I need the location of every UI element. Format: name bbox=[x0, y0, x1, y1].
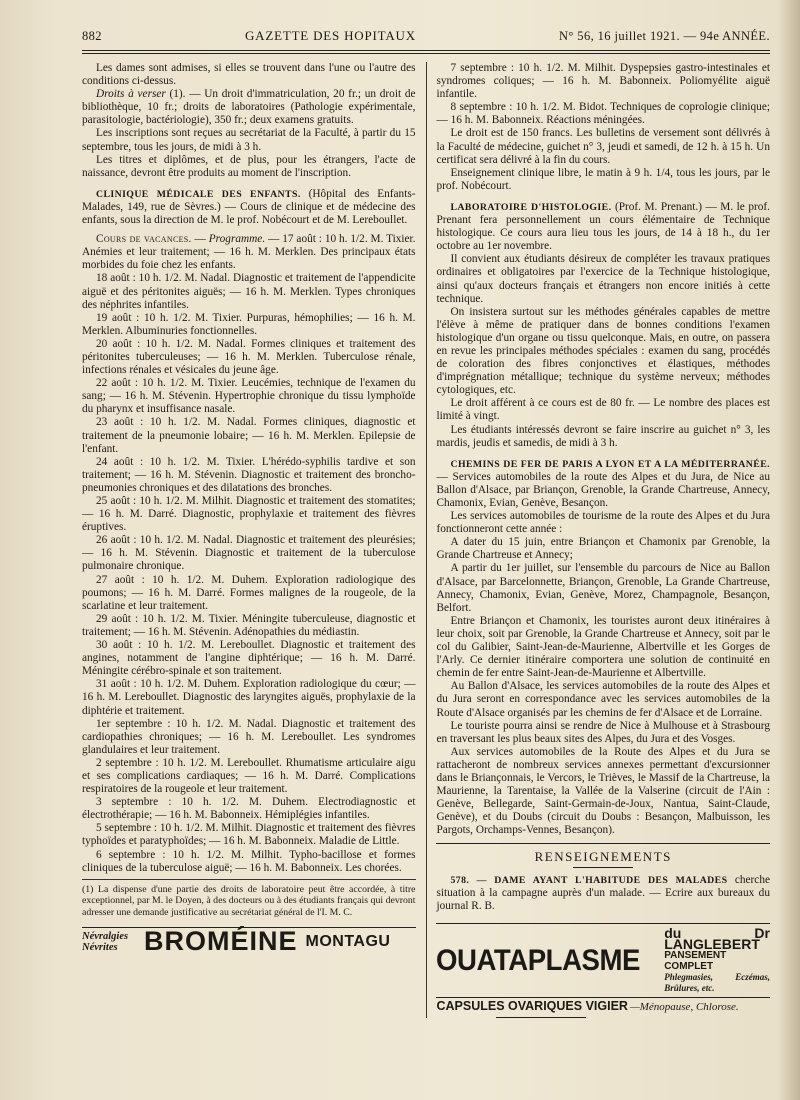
column-divider bbox=[426, 62, 427, 1018]
program-entry: 2 septembre : 10 h. 1/2. M. Lereboullet. Rhumatisme articulaire aigu et ses complications cardiaques; — 16 h. M. Darré. Complications respiratoires de la rougeole et leur traitement. bbox=[82, 756, 416, 796]
journal-title: GAZETTE DES HOPITAUX bbox=[244, 28, 416, 43]
paragraph bbox=[82, 188, 416, 227]
program-entry: 26 août : 10 h. 1/2. M. Nadal. Diagnostic et traitement des pleurésies; — 16 h. M. Stévenin. Diagnostic et traitement de la tuberculose pulmonaire chronique. bbox=[82, 534, 416, 573]
advert-product: CAPSULES OVARIQUES VIGIER bbox=[436, 998, 628, 1013]
subheading: Cours de vacances. bbox=[96, 233, 192, 246]
program-entry: 6 septembre : 10 h. 1/2. M. Milhit. Typho-bacillose et formes cliniques de la tuberculose aiguë; — 16 h. M. Babonneix. Les chorées. bbox=[82, 848, 416, 874]
program-entry: 18 août : 10 h. 1/2. M. Nadal. Diagnostic et traitement de l'appendicite aiguë et des péritonites aiguës; — 16 h. M. Merklen. Types chroniques des néphrites infantiles. bbox=[82, 272, 416, 311]
paragraph: Il convient aux étudiants désireux de compléter les travaux pratiques ordinaires et obligatoires par l'exercice de la Technique histologique, ainsi qu'aux docteurs français et étrangers non encore initiés à cette technique. bbox=[436, 253, 770, 305]
columns bbox=[82, 62, 770, 1018]
advert-product: BROMÉINE bbox=[144, 925, 298, 956]
section-title-underline bbox=[573, 867, 633, 868]
paragraph: Les inscriptions sont reçues au secrétariat de la Faculté, à partir du 15 septembre, tous les jours, de midi à 3 h. bbox=[82, 127, 416, 153]
program-entry: 7 septembre : 10 h. 1/2. M. Milhit. Dyspepsies gastro-intestinales et syndromes coliques; — 16 h. M. Babonneix. Poliomyélite aiguë infantile. bbox=[436, 62, 770, 101]
classified-ad bbox=[436, 874, 770, 913]
advert-maker: du Dr LANGLEBERT bbox=[664, 924, 770, 952]
paragraph: Le droit est de 150 francs. Les bulletins de versement sont délivrés à la Faculté de médecine, guichet n° 3, jeudi et samedi, de 12 h. à 15 h. Un certificat sera délivré à la fin du cours. bbox=[436, 127, 770, 166]
program-entry: 3 septembre : 10 h. 1/2. M. Duhem. Electrodiagnostic et électrothérapie; — 16 h. M. Babonneix. Hémiplégies infantiles. bbox=[82, 796, 416, 822]
paragraph: Les titres et diplômes, et de plus, pour les étrangers, l'acte de naissance, devront être produits au moment de l'inscription. bbox=[82, 153, 416, 179]
page-number: 882 bbox=[82, 29, 102, 43]
advert-brand: MONTAGU bbox=[305, 932, 391, 950]
program-entry: 25 août : 10 h. 1/2. M. Milhit. Diagnostic et traitement des stomatites; — 16 h. M. Darré. Diagnostic, prophylaxie et traitement des fièvres éruptives. bbox=[82, 495, 416, 534]
section-title-text: RENSEIGNEMENTS bbox=[534, 849, 672, 865]
advert-details bbox=[664, 924, 770, 994]
paragraph bbox=[436, 458, 770, 510]
program-entry: 1er septembre : 10 h. 1/2. M. Nadal. Diagnostic et traitement des cardiopathies chroniques; — 16 h. M. Lereboullet. Les syndromes glandulaires et leur traitement. bbox=[82, 717, 416, 756]
left-column bbox=[82, 62, 416, 1018]
footnote: (1) La dispense d'une partie des droits de laboratoire peut être accordée, à titre exceptionnel, par M. le Doyen, à des docteurs ou à des étudiants français qui devront adresser une demande justificative au secrétariat général de l'I. M. C. bbox=[82, 879, 416, 919]
advert-indications bbox=[82, 931, 144, 953]
program-entry: 23 août : 10 h. 1/2. M. Nadal. Formes cliniques, diagnostic et traitement de la pneumonie lobaire; — 16 h. M. Merklen. Epilepsie de l'enfant. bbox=[82, 416, 416, 455]
program-entry: 22 août : 10 h. 1/2. M. Tixier. Leucémies, technique de l'examen du sang; — 16 h. M. Stévenin. Hypertrophie chronique du tissu lymphoïde du pharynx et insuffisance nasale. bbox=[82, 377, 416, 416]
paragraph: Le touriste pourra ainsi se rendre de Nice à Mulhouse et à Strasbourg en traversant les plus beaux sites des Alpes, du Jura et des Vosges. bbox=[436, 719, 770, 745]
program-entry: 31 août : 10 h. 1/2. M. Duhem. Exploration radiologique du cœur; — 16 h. M. Lereboullet. Diagnostic des laryngites aiguës, prophylaxie de la diphtérie et traitement. bbox=[82, 678, 416, 717]
paragraph bbox=[82, 88, 416, 127]
program-entry: 24 août : 10 h. 1/2. M. Tixier. L'hérédo-syphilis tardive et son traitement; — 16 h. M. Stévenin. Diagnostic et traitement des broncho-pneumonies chroniques et des dilatations des bronches. bbox=[82, 455, 416, 494]
paragraph: Cours de vacances. — Programme. — 17 août : 10 h. 1/2. M. Tixier. Anémies et leur traitement; — 16 h. M. Merklen. Des principaux états morbides du foie chez les enfants. bbox=[82, 233, 416, 272]
program-entry: 8 septembre : 10 h. 1/2. M. Bidot. Techniques de coprologie clinique; — 16 h. M. Babonneix. Réactions méningées. bbox=[436, 101, 770, 127]
advert-bromeine bbox=[82, 925, 416, 956]
program-entry: 20 août : 10 h. 1/2. M. Nadal. Formes cliniques et traitement des péritonites tuberculeuses; — 16 h. M. Merklen. Tuberculose rénale, infections rénales et vésicales du jeune âge. bbox=[82, 337, 416, 377]
classified-text: cherche situation à la campagne auprès d'un malade. — Ecrire aux bureaux du journal R. B. bbox=[436, 873, 770, 912]
paragraph: Au Ballon d'Alsace, les services automobiles de la route des Alpes et du Jura seront en correspondance avec les services automobiles de la Route d'Alsace organisés par les chemins de fer d'Alsace et de Lorraine. bbox=[436, 680, 770, 719]
paragraph: Aux services automobiles de la Route des Alpes et du Jura se rattacheront de nombreux services annexes permettant d'excursionner dans le Briançonnais, le Vercors, le Trièves, le Massif de la Chartreuse, la Maurienne, la Tarentaise, la Vallée de la Valserine (circuit de l'Ain : Genève, Bellegarde, Saint-Germain-de-Joux, Nantua, Saint-Claude, Genève), et du Doubs (circuit du Doubs : Besançon, Malbuisson, les Pargots, Orchamps-Vennes, Besançon). bbox=[436, 745, 770, 837]
advert-ouataplasme bbox=[436, 923, 770, 994]
paragraph: Le droit afférent à ce cours est de 80 fr. — Le nombre des places est limité à vingt. bbox=[436, 397, 770, 423]
advert-indication: Névralgies bbox=[82, 930, 129, 942]
right-column bbox=[436, 62, 770, 1018]
program-entry: 30 août : 10 h. 1/2. M. Lereboullet. Diagnostic et traitement des angines, notamment de l'angine diphtérique; — 16 h. M. Darré. Méningite cérébro-spinale et son traitement. bbox=[82, 639, 416, 678]
paragraph-text: (1). — Un droit d'immatriculation, 20 fr.; un droit de bibliothèque, 10 fr.; droits de laboratoires (Pathologie expérimentale, parasitologie, bactériologie), 350 fr.; deux examens gratuits. bbox=[82, 88, 416, 127]
program-entry: 5 septembre : 10 h. 1/2. M. Milhit. Diagnostic et traitement des fièvres typhoïdes et paratyphoïdes; — 16 h. M. Babonneix. Maladie de Little. bbox=[82, 822, 416, 848]
advert-capsules bbox=[436, 997, 770, 1014]
section-heading: CLINIQUE MÉDICALE DES ENFANTS. bbox=[96, 188, 301, 200]
advert-indications: Phlegmasies, Eczémas, Brûlures, etc. bbox=[664, 971, 770, 993]
paragraph: On insistera surtout sur les méthodes générales capables de mettre l'élève à même de pratiquer dans de bonnes conditions l'examen histologique d'un organe ou tissu quelconque. Mais, en outre, on passera en revue les principales méthodes spéciales : examen du sang, procédés de coloration des fibres conjonctives et élastiques, méthodes d'imprégnation métallique; technique du système nerveux; méthodes cytologiques, etc. bbox=[436, 305, 770, 397]
paragraph: Enseignement clinique libre, le matin à 9 h. 1/4, tous les jours, par le prof. Nobécourt. bbox=[436, 166, 770, 192]
advert-indications: —Ménopause, Chlorose. bbox=[629, 1000, 739, 1013]
advert-indication: Névrites bbox=[82, 941, 118, 953]
paragraph-text: (Hôpital des Enfants-Malades, 149, rue de Sèvres.) — Cours de clinique et de médecine des enfants, sous la direction de M. le prof. Nobécourt et de M. Lereboullet. bbox=[82, 187, 416, 227]
program-entry: 27 août : 10 h. 1/2. M. Duhem. Exploration radiologique des poumons; — 16 h. M. Darré. Formes malignes de la rougeole, de la scarlatine et leur traitement. bbox=[82, 573, 416, 612]
paragraph: Entre Briançon et Chamonix, les touristes auront deux itinéraires à leur choix, soit par Grenoble, la Grande Chartreuse et Annecy, soit par le col du Galibier, Saint-Jean-de-Maurienne, Albertville et les Gorges de l'Arly. Ce dernier itinéraire comportera une solution de continuité en chemin de fer entre Saint-Jean-de-Maurienne et Albertville. bbox=[436, 614, 770, 680]
section-heading: CHEMINS DE FER DE PARIS A LYON ET A LA MÉDITERRANÉE. bbox=[450, 458, 770, 470]
paragraph: A partir du 1er juillet, sur l'ensemble du parcours de Nice au Ballon d'Alsace, par Barcelonnette, Briançon, Grenoble, La Grande Chartreuse, Annecy, Chamonix, Evian, Genève, Morez, Champagnole, Besançon, Belfort. bbox=[436, 562, 770, 614]
paragraph: Les services automobiles de tourisme de la route des Alpes et du Jura fonctionneront cette année : bbox=[436, 510, 770, 536]
section-heading: LABORATOIRE D'HISTOLOGIE. bbox=[450, 201, 612, 213]
program-entry: 29 août : 10 h. 1/2. M. Tixier. Méningite tuberculeuse, diagnostic et traitement; — 16 h. M. Stévenin. Adénopathies du médiastin. bbox=[82, 612, 416, 638]
advert-tagline: PANSEMENT COMPLET bbox=[664, 949, 727, 972]
italic-lead: Droits à verser bbox=[96, 88, 166, 101]
paragraph: Les dames sont admises, si elles se trouvent dans l'une ou l'autre des conditions ci-dessus. bbox=[82, 62, 416, 88]
italic-lead: Programme. bbox=[208, 233, 266, 246]
header-rule bbox=[82, 50, 770, 54]
page-edge-shadow bbox=[778, 0, 800, 1100]
paragraph-text: — 17 août : 10 h. 1/2. M. Tixier. Anémies et leur traitement; — 16 h. M. Merklen. Des principaux états morbides du foie chez les enfants. bbox=[82, 233, 416, 272]
closing-rule bbox=[496, 1017, 586, 1018]
advert-product: OUATAPLASME bbox=[436, 944, 641, 978]
paragraph-text: (Prof. M. Prenant.) — M. le prof. Prenant fera personnellement un cours élémentaire de Technique histologique. Ce cours aura lieu tous les jours, de 14 à 18 h., du 1er octobre au 1er novembre. bbox=[436, 200, 770, 253]
paragraph bbox=[436, 201, 770, 253]
paragraph: A dater du 15 juin, entre Briançon et Chamonix par Grenoble, la Grande Chartreuse et Annecy; bbox=[436, 536, 770, 562]
section-title-renseignements bbox=[436, 843, 770, 867]
paragraph-text: — Services automobiles de la route des Alpes et du Jura, de Nice au Ballon d'Alsace, par Briançon, Grenoble, la Grande Chartreuse, Annecy, Chamonix, Evian, Genève, Besançon. bbox=[436, 470, 770, 509]
page-header bbox=[82, 0, 770, 44]
program-entry: 19 août : 10 h. 1/2. M. Tixier. Purpuras, hémophilies; — 16 h. M. Merklen. Albuminuries fonctionnelles. bbox=[82, 311, 416, 337]
classified-heading: 578. — DAME AYANT L'HABITUDE DES MALADES bbox=[450, 874, 728, 886]
paragraph: Les étudiants intéressés devront se faire inscrire au guichet n° 3, les mardis, jeudis et samedis, de midi à 3 h. bbox=[436, 423, 770, 449]
issue-info: N° 56, 16 juillet 1921. — 94e ANNÉE. bbox=[558, 29, 770, 43]
